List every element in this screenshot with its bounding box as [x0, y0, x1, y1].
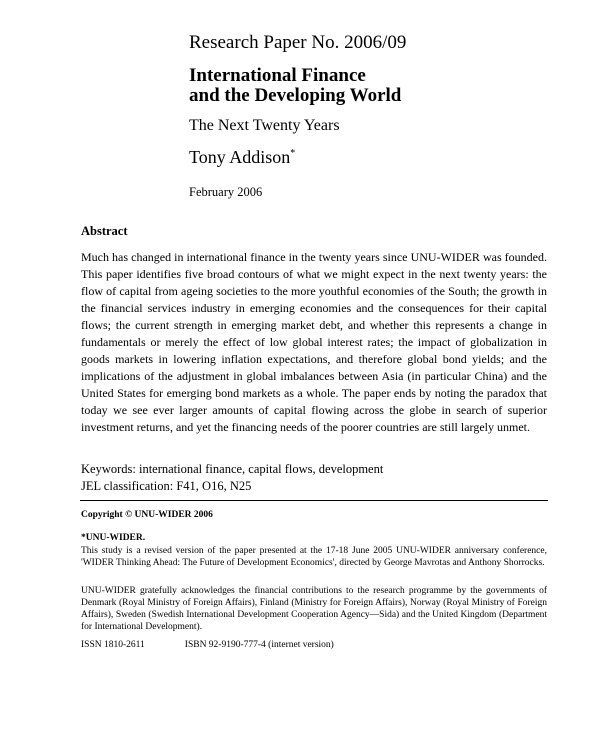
paper-title — [189, 66, 401, 106]
funding-acknowledgement: UNU-WIDER gratefully acknowledges the financial contributions to the research programme by the governments of Denmark (Royal Ministry of Foreign Affairs), Finland (Ministry for Foreign Affairs), Norway (Royal Ministry of Foreign Affairs), Sweden (Swedish International Development Cooperation Agency—Sida) and the United Kingdom (Department for International Development). — [81, 586, 547, 632]
issn-isbn-line — [81, 639, 547, 651]
issn: ISSN 1810-2611 — [81, 640, 145, 650]
abstract-heading: Abstract — [81, 224, 128, 238]
author-footnote-mark: * — [290, 148, 296, 159]
jel-classification: JEL classification: F41, O16, N25 — [81, 479, 252, 493]
series-number: Research Paper No. 2006/09 — [189, 32, 407, 53]
author-name: Tony Addison — [189, 147, 291, 167]
publication-date: February 2006 — [189, 185, 263, 199]
author-affiliation: *UNU-WIDER. — [81, 533, 146, 543]
author-line — [189, 147, 295, 168]
title-line-2: and the Developing World — [189, 85, 402, 106]
study-note: This study is a revised version of the paper presented at the 17-18 June 2005 UNU-WIDER anniversary conference, 'WIDER Thinking Ahead: The Future of Development Economics', directed by George Mavrotas and Anthony Shorrocks. — [81, 546, 547, 568]
title-line-1: International Finance — [189, 65, 366, 86]
keywords-line: Keywords: international finance, capital flows, development — [81, 462, 384, 476]
copyright-notice: Copyright © UNU-WIDER 2006 — [81, 510, 213, 520]
isbn: ISBN 92-9190-777-4 (internet version) — [184, 640, 334, 650]
abstract-text: Much has changed in international finance in the twenty years since UNU-WIDER was founded. This paper identifies five broad contours of what we might expect in the next twenty years: the flow of capital from ageing societies to the more youthful economies of the South; the growth in the financial services industry in emerging economies and the consequences for their capital flows; the current strength in emerging market debt, and whether this represents a change in fundamentals or merely the effect of low global interest rates; the impact of globalization in goods markets in lowering inflation expectations, and therefore global bond yields; and the implications of the adjustment in global imbalances between Asia (in particular China) and the United States for emerging bond markets as a whole. The paper ends by noting the paradox that today we see ever larger amounts of capital flowing across the globe in search of superior investment returns, and yet the financing needs of the poorer countries are still largely unmet. — [81, 250, 547, 434]
keywords-block — [81, 461, 383, 495]
footer-divider — [80, 500, 548, 501]
paper-subtitle: The Next Twenty Years — [189, 117, 340, 134]
